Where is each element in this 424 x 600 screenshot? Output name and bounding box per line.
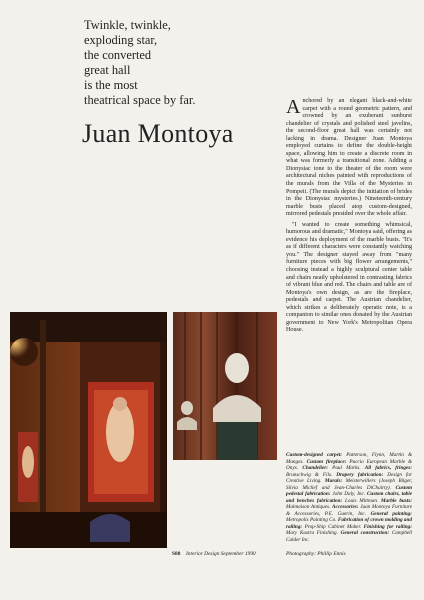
credit-text: Brunschwig & Fils. [286,471,333,478]
drop-cap: A [286,96,301,118]
pull-quote-line: great hall [84,63,131,78]
credit-label: Chandelier: [302,465,329,471]
credit-text: Paul Marks. [332,465,361,471]
credit-text: Meisterwillers (Joseph Bilger, Silvia Miclief and Jean-Charles DiChairty). [286,478,413,491]
credit-label: Marble busts: [380,497,412,504]
article-paragraph: "I wanted to create something whimsical, humorous and dramatic," Montoya said, offering as evidence his deployment of the marble busts. "It's as if different characters were constantly watching you." The designer stayed away from "many furniture pieces with big flower arrangements," choosing instead a highly sculptural center table and chairs neatly upholstered in contrasting fabrics of vibrant blue and red. The chairs and table are of Montoya's own design, as are the fireplace, pedestals and carpet. The Austrian chandelier, which strikes a deliberately operatic note, is a companion to similar ones donated by the Austrian government to New York's Metropolitan Opera House. [286,221,412,334]
credit-label: Finishing for railing: [363,523,412,530]
credit-label: Accessories: [332,504,359,510]
credit-text: Louis Mittman. [345,497,379,504]
pull-quote-line: exploding star, [84,33,158,48]
credit-label: Custom chairs, table and benches fabrication: [286,491,413,504]
credit-label: Custom pedestal fabrication: [286,484,412,497]
credit-text: Metropolis Painting Co. [286,517,337,523]
pull-quote-line: is the most [84,78,138,93]
credit-text: Juan Montoya Furniture & Accessories, P.E. Guerin, Inc. [286,504,412,517]
credit-text: Patterson, Flynn, Martin & Manges. [286,452,413,465]
production-credits [286,452,412,543]
credit-label: Murals: [324,478,343,484]
great-hall-photo [10,312,167,548]
page-number: S88 [172,551,181,557]
credit-text: Puccio European Marble & Onyx. [286,458,413,471]
article-paragraph [286,98,412,219]
credit-text: Prop-Ship Cabinet Maker. [304,523,362,530]
article-body [286,98,412,338]
credit-label: All fabrics, fringes: [364,465,413,471]
great-hall-photo-art [10,312,167,548]
pull-quote-line: Twinkle, twinkle, [84,18,171,32]
credit-label: Custom fireplace: [306,458,347,465]
credit-text: Mary Kustra Finishing. [286,530,338,536]
credit-label: Custom-designed carpet: [286,452,343,458]
designer-name-heading: Juan Montoya [82,119,234,148]
credit-label: Fabrication of crown molding and railing: [286,517,413,530]
credit-text: John Daly, Inc. [332,491,366,497]
credit-label: General painting: [370,510,412,517]
credit-text: Campbell Calder Inc. [286,530,412,543]
photo-credit: Photography: Phillip Ennis [286,551,346,557]
credit-label: General construction: [340,530,390,536]
article-paragraph-text: nchored by an elegant black-and-white carpet with a round geometric pattern, and crowned by an exuberant sunburst chandelier of crystals and polished steel javelins, the second-floor great hall was certainly not lacking in drama. Designer Juan Montoya employed curtains to define the double-height space, allowing him to create a discrete room in what was formerly a transitional zone. Adding a Dionysiac tone to the theater of the room were architectural niches painted with reproductions of the murals from the Villa of the Mysteries in Pompeii. (The murals depict the initiation of brides in the Dionysiac mysteries.) Nineteenth-century marble busts placed atop custom-designed, mirrored pedestals presided over the whole affair. [286,98,412,218]
credit-text: Malmaison Antiques. [286,504,331,510]
pull-quote-line: theatrical space by far. [84,93,196,108]
marble-bust-photo-art [173,312,277,460]
marble-bust-photo [173,312,277,460]
pull-quote-line: the converted [84,48,152,63]
credit-text: Design for Creative Living. [286,471,413,484]
magazine-issue: Interior Design September 1990 [186,551,256,557]
credit-label: Drapery fabrication: [336,471,384,478]
pull-quote [84,18,294,109]
